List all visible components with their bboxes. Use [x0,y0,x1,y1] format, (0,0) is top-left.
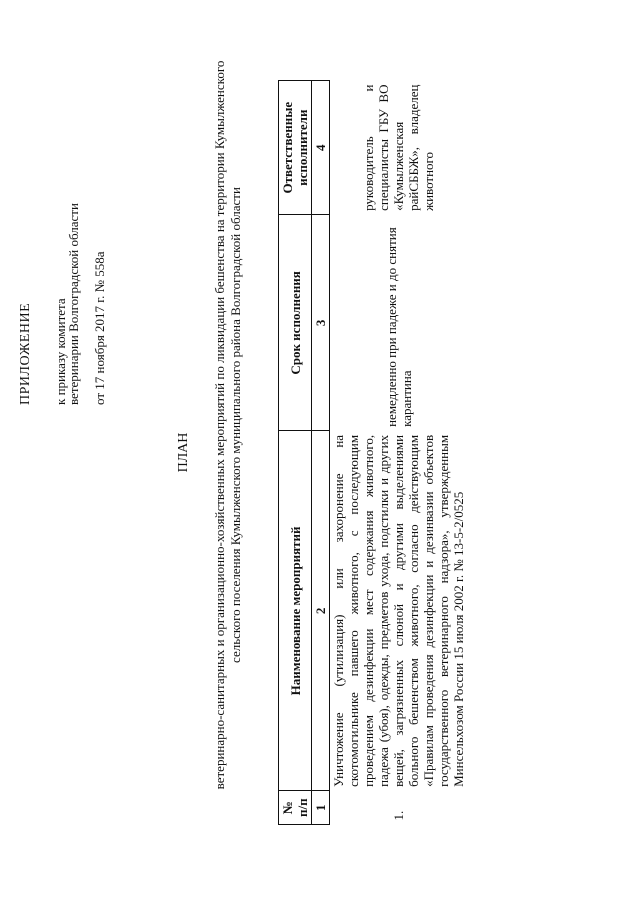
appendix-order-line: к приказу комитета [53,298,68,405]
plan-subtitle: ветеринарно-санитарных и организационно-хозяйственных мероприятий по ликвидации бешенства на территории Кумылженского сельского поселения Кумылженского муниципального района Волгоградской области [212,60,243,790]
plan-table [278,80,467,825]
header-responsible: Ответственные исполнители [279,81,312,215]
row-responsible: руководитель и специалисты ГБУ ВО «Кумылженская райСББЖ», владелец животного [361,84,436,211]
appendix-committee-line: ветеринарии Волгоградской области [66,203,81,405]
column-number: 2 [312,431,330,791]
row-deadline: немедленно при падеже и до снятия карантина [383,227,414,427]
column-number: 3 [312,215,330,431]
column-number-row [312,81,330,825]
table-row [330,81,468,825]
header-action: Наименование мероприятий [279,431,312,791]
appendix-title: ПРИЛОЖЕНИЕ [18,302,33,405]
row-number: 1. [391,810,406,821]
table-header-row [279,81,312,825]
header-number: № п/п [279,791,312,825]
header-deadline: Срок исполнения [279,215,312,431]
row-action: Уничтожение (утилизация) или захоронение на скотомогильнике павшего животного, с последующим проведением дезинфекции мест содержания животного, падежа (убоя), одежды, предметов ухода, подстилки и других вещей, загрязненных слюной и другими выделениями больного бешенством животного, согласно действующим «Правилам проведения дезинфекции и дезинвазии объектов государственного ветеринарного надзора», утвержденным Минсельхозом России 15 июля 2002 г. № 13-5-2/0525 [331,434,466,787]
plan-title: ПЛАН [176,432,191,473]
column-number: 1 [312,791,330,825]
appendix-date-line: от 17 ноября 2017 г. № 558а [92,251,107,405]
column-number: 4 [312,81,330,215]
